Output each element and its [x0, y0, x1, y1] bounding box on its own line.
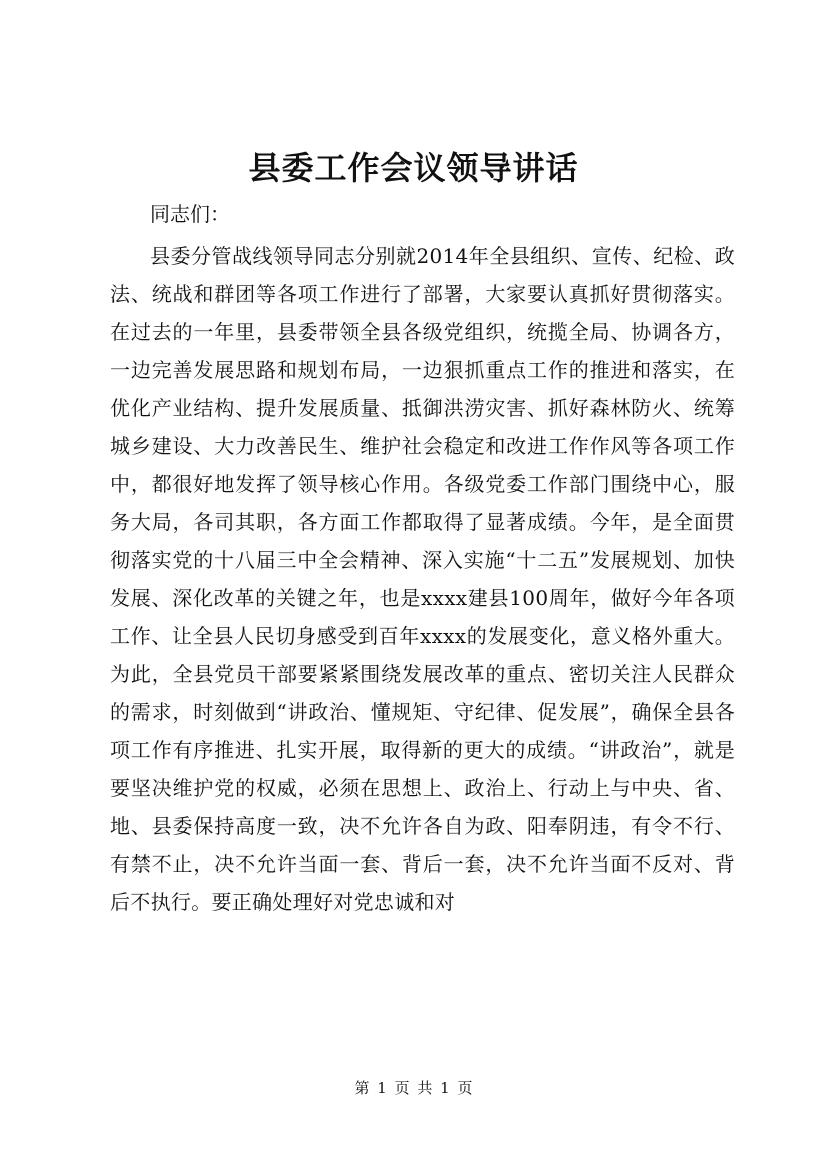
document-title: 县委工作会议领导讲话 [248, 149, 579, 187]
salutation: 同志们： [150, 202, 230, 226]
page-number-footer: 第 1 页 共 1 页 [354, 1079, 473, 1097]
body-paragraph: 县委分管战线领导同志分别就2014年全县组织、宣传、纪检、政法、统战和群团等各项工作进行了部署，大家要认真抓好贯彻落实。在过去的一年里，县委带领全县各级党组织，统揽全局、协调各方，一边完善发展思路和规划布局，一边狠抓重点工作的推进和落实，在优化产业结构、提升发展质量、抵御洪涝灾害、抓好森林防火、统筹城乡建设、大力改善民生、维护社会稳定和改进工作作风等各项工作中，都很好地发挥了领导核心作用。各级党委工作部门围绕中心，服务大局，各司其职，各方面工作都取得了显著成绩。今年，是全面贯彻落实党的十八届三中全会精神、深入实施“十二五”发展规划、加快发展、深化改革的关键之年，也是xxxx建县100周年，做好今年各项工作、让全县人民切身感受到百年xxxx的发展变化，意义格外重大。为此，全县党员干部要紧紧围绕发展改革的重点、密切关注人民群众的需求，时刻做到“讲政治、懂规矩、守纪律、促发展”，确保全县各项工作有序推进、扎实开展，取得新的更大的成绩。“讲政治”，就是要坚决维护党的权威，必须在思想上、政治上、行动上与中央、省、地、县委保持高度一致，决不允许各自为政、阳奉阴违，有令不行、有禁不止，决不允许当面一套、背后一套，决不允许当面不反对、背后不执行。要正确处理好对党忠诚和对 [110, 244, 735, 914]
